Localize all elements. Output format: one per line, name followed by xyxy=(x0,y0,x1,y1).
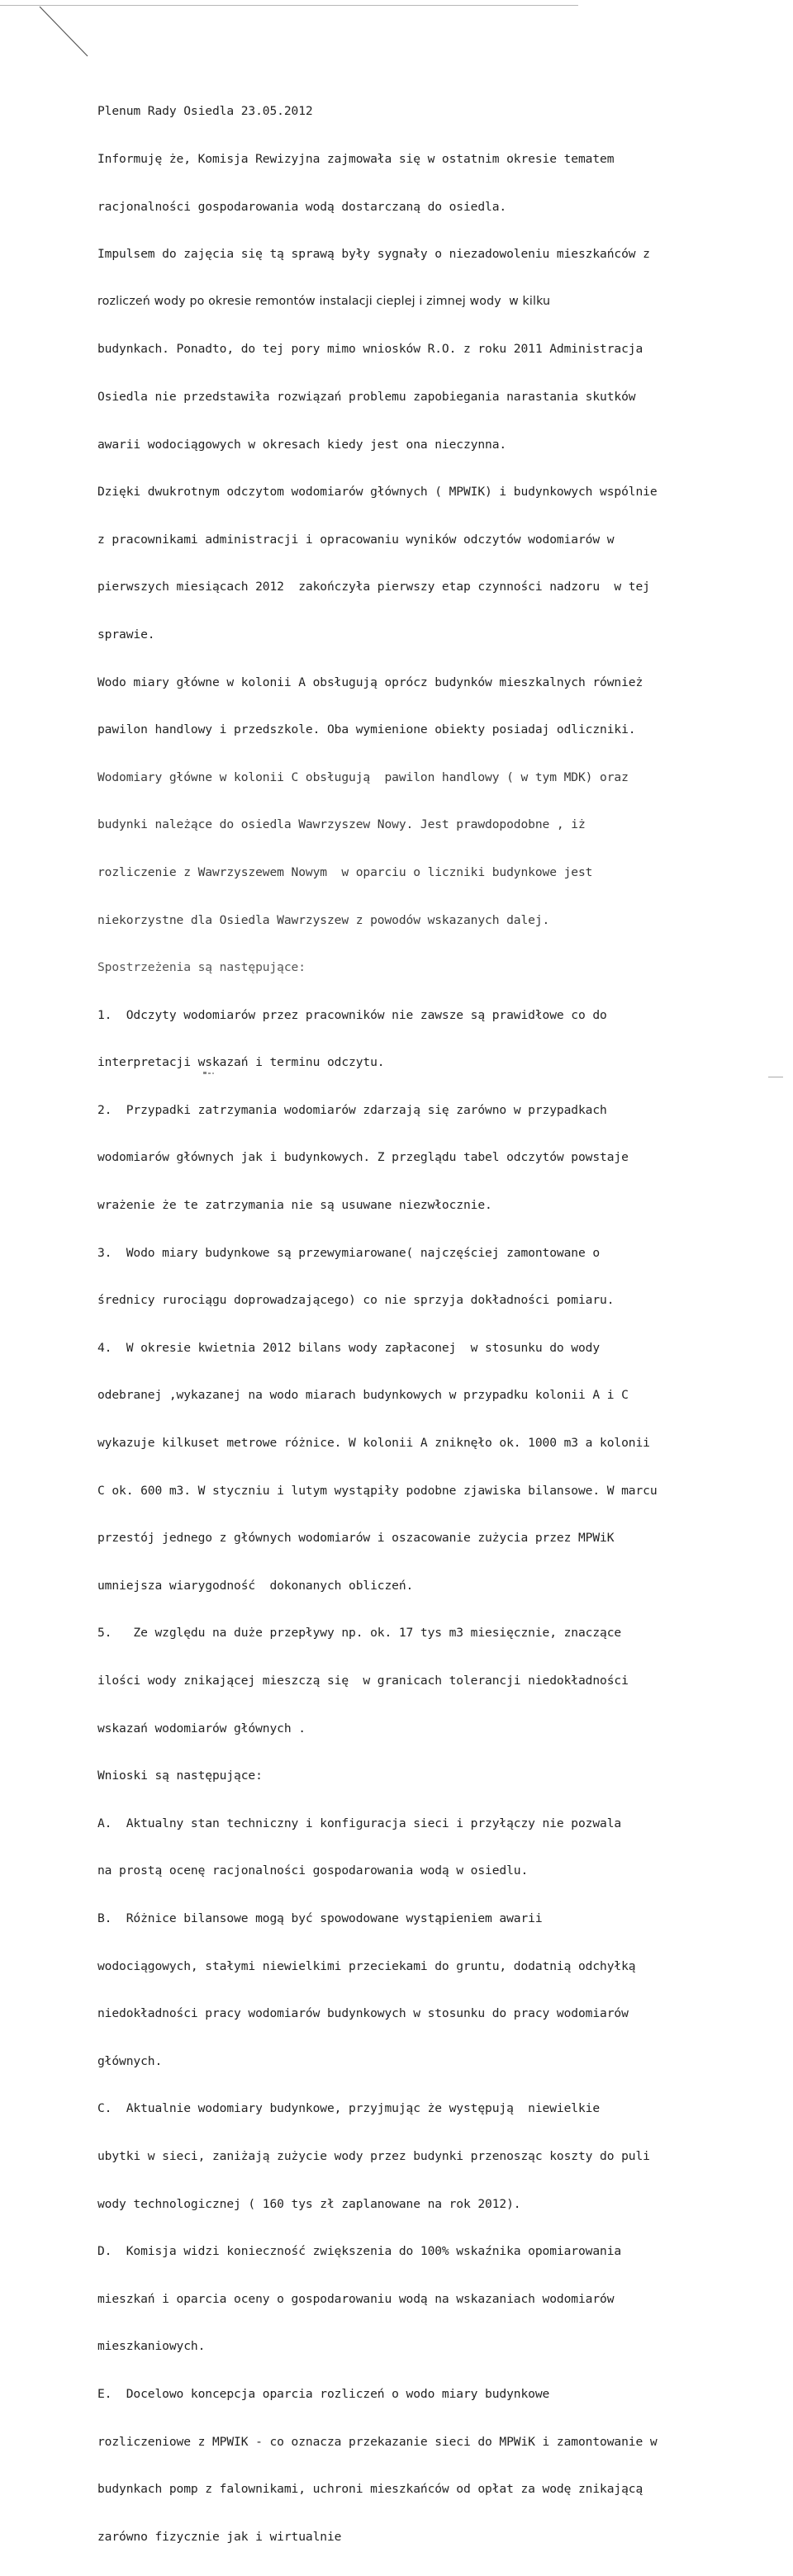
text-line: przestój jednego z głównych wodomiarów i oszacowanie zużycia przez MPWiK xyxy=(97,1531,615,1546)
text-line: wskazań wodomiarów głównych . xyxy=(97,1721,306,1735)
text-line: Informuję że, Komisja Rewizyjna zajmowała się w ostatnim okresie tematem xyxy=(97,152,615,166)
list-item-2: 2. Przypadki zatrzymania wodomiarów zdarzają się zarówno w przypadkach xyxy=(97,1102,607,1117)
list-item-1: 1. Odczyty wodomiarów przez pracowników nie zawsze są prawidłowe co do xyxy=(97,1007,607,1022)
list-item-3: 3. Wodo miary budynkowe są przewymiarowane( najczęściej zamontowane o xyxy=(97,1245,601,1260)
text-line: budynkach. Ponadto, do tej pory mimo wniosków R.O. z roku 2011 Administracja xyxy=(97,342,643,357)
document-body xyxy=(97,72,692,2576)
text-line: Osiedla nie przedstawiła rozwiązań problemu zapobiegania narastania skutków xyxy=(97,389,636,404)
text-line: ilości wody znikającej mieszczą się w granicach tolerancji niedokładności xyxy=(97,1674,629,1688)
text-line: wodomiarów głównych jak i budynkowych. Z przeglądu tabel odczytów powstaje xyxy=(97,1150,629,1165)
text-line: Impulsem do zajęcia się tą sprawą były sygnały o niezadowoleniu mieszkańców z xyxy=(97,247,650,262)
list-item-5: 5. Ze względu na duże przepływy np. ok. 17 tys m3 miesięcznie, znaczące xyxy=(97,1626,622,1641)
text-line: mieszkań i oparcia oceny o gospodarowaniu wodą na wskazaniach wodomiarów xyxy=(97,2291,615,2306)
text-line: awarii wodociągowych w okresach kiedy jest ona nieczynna. xyxy=(97,437,507,452)
text-line: wody technologicznej ( 160 tys zł zaplanowane na rok 2012). xyxy=(97,2196,521,2211)
scan-artifact-stroke xyxy=(0,0,99,66)
scan-speck xyxy=(768,1076,783,1078)
list-item-4: 4. W okresie kwietnia 2012 bilans wody zapłaconej w stosunku do wody xyxy=(97,1340,601,1355)
text-line: ubytki w sieci, zaniżają zużycie wody przez budynki przenosząc koszty do puli xyxy=(97,2148,650,2163)
list-item-a: A. Aktualny stan techniczny i konfiguracja sieci i przyłączy nie pozwala xyxy=(97,1816,622,1830)
document-title: Plenum Rady Osiedla 23.05.2012 xyxy=(97,104,313,119)
text-line: pawilon handlowy i przedszkole. Oba wymienione obiekty posiadaj odliczniki. xyxy=(97,722,636,737)
text-line: mieszkaniowych. xyxy=(97,2339,206,2354)
section-heading-observations: Spostrzeżenia są następujące: xyxy=(97,960,306,975)
list-item-c: C. Aktualnie wodomiary budynkowe, przyjmując że występują niewielkie xyxy=(97,2101,601,2116)
text-line: odebranej ,wykazanej na wodo miarach budynkowych w przypadku kolonii A i C xyxy=(97,1388,629,1403)
list-item-e: E. Docelowo koncepcja oparcia rozliczeń o wodo miary budynkowe xyxy=(97,2386,550,2401)
text-line: rozliczenie z Wawrzyszewem Nowym w oparciu o liczniki budynkowe jest xyxy=(97,864,593,879)
text-line: wykazuje kilkuset metrowe różnice. W kolonii A zniknęło ok. 1000 m3 a kolonii xyxy=(97,1436,650,1451)
text-line: wodociągowych, stałymi niewielkimi przeciekami do gruntu, dodatnią odchyłką xyxy=(97,1958,636,1973)
text-line: sprawie. xyxy=(97,627,155,642)
text-line: budynkach pomp z falownikami, uchroni mieszkańców od opłat za wodę znikającą xyxy=(97,2482,643,2497)
text-line: C ok. 600 m3. W styczniu i lutym wystąpiły podobne zjawiska bilansowe. W marcu xyxy=(97,1483,658,1498)
text-line: Wodo miary główne w kolonii A obsługują oprócz budynków mieszkalnych również xyxy=(97,675,643,689)
text-line: na prostą ocenę racjonalności gospodarowania wodą w osiedlu. xyxy=(97,1863,529,1878)
text-line: Dzięki dwukrotnym odczytom wodomiarów głównych ( MPWIK) i budynkowych wspólnie xyxy=(97,485,658,500)
text-line: pierwszych miesiącach 2012 zakończyła pierwszy etap czynności nadzoru w tej xyxy=(97,580,650,594)
text-line: średnicy rurociągu doprowadzającego) co nie sprzyja dokładności pomiaru. xyxy=(97,1293,615,1308)
text-line: niekorzystne dla Osiedla Wawrzyszew z powodów wskazanych dalej. xyxy=(97,912,550,927)
text-line: umniejsza wiarygodność dokonanych obliczeń. xyxy=(97,1578,414,1593)
text-line: głównych. xyxy=(97,2053,163,2068)
text-line: budynki należące do osiedla Wawrzyszew Nowy. Jest prawdopodobne , iż xyxy=(97,817,586,832)
list-item-b: B. Różnice bilansowe mogą być spowodowane wystąpieniem awarii xyxy=(97,1911,543,1925)
text-line: racjonalności gospodarowania wodą dostarczaną do osiedla. xyxy=(97,199,507,214)
text-line: Wodomiary główne w kolonii C obsługują pawilon handlowy ( w tym MDK) oraz xyxy=(97,769,629,784)
list-item-d: D. Komisja widzi konieczność zwiększenia do 100% wskaźnika opomiarowania xyxy=(97,2244,622,2259)
text-line: z pracownikami administracji i opracowaniu wyników odczytów wodomiarów w xyxy=(97,532,615,547)
section-heading-conclusions: Wnioski są następujące: xyxy=(97,1769,263,1783)
text-line: niedokładności pracy wodomiarów budynkowych w stosunku do pracy wodomiarów xyxy=(97,2006,629,2021)
scan-speck xyxy=(203,1072,215,1075)
text-line: rozliczeń wody po okresie remontów instalacji cieplej i zimnej wody w kilku xyxy=(97,294,551,308)
text-line: interpretacji wskazań i terminu odczytu. xyxy=(97,1055,385,1070)
text-line: rozliczeniowe z MPWIK - co oznacza przekazanie sieci do MPWiK i zamontowanie w xyxy=(97,2434,658,2449)
text-line: zarówno fizycznie jak i wirtualnie xyxy=(97,2529,342,2544)
text-line: wrażenie że te zatrzymania nie są usuwane niezwłocznie. xyxy=(97,1198,492,1213)
